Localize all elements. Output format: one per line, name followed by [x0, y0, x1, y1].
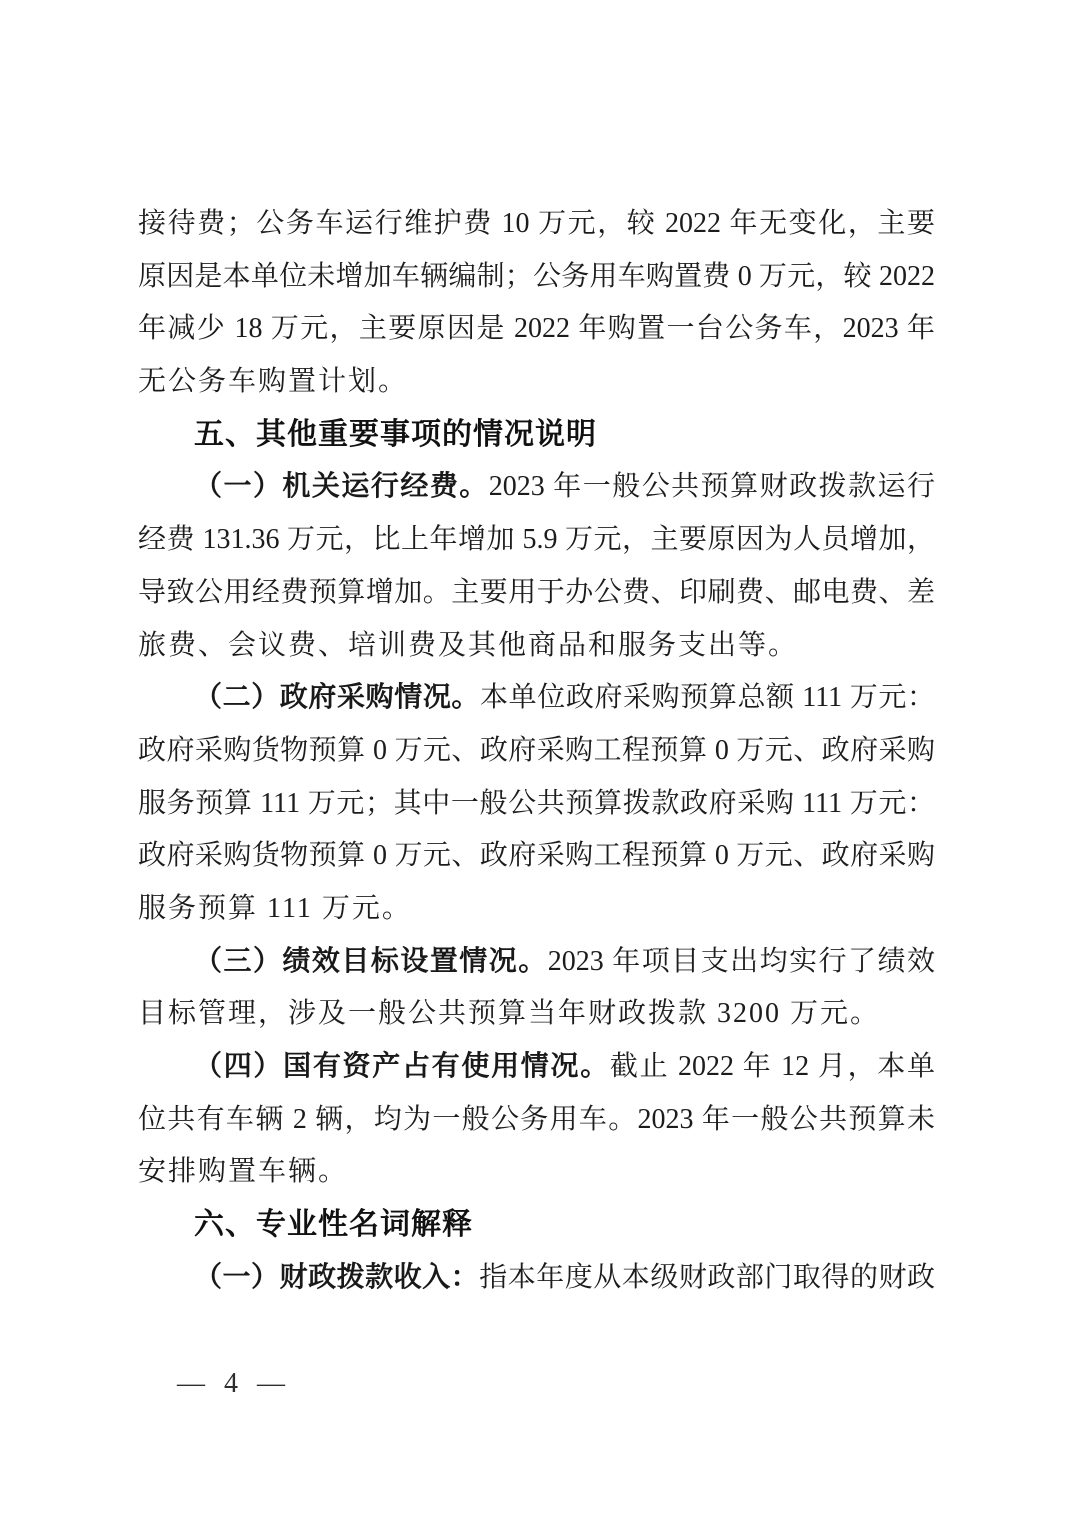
section-heading: 六、专业性名词解释	[194, 1208, 473, 1242]
text-line: 服务预算 111 万元；其中一般公共预算拨款政府采购 111 万元：	[138, 787, 935, 819]
text-line: （三）绩效目标设置情况。2023 年项目支出均实行了绩效	[194, 945, 935, 977]
text-line: 原因是本单位未增加车辆编制；公务用车购置费 0 万元，较 2022	[138, 260, 935, 292]
text-line: 政府采购货物预算 0 万元、政府采购工程预算 0 万元、政府采购	[138, 734, 935, 766]
text-line: 导致公用经费预算增加。主要用于办公费、印刷费、邮电费、差	[138, 576, 935, 608]
paragraph-lead: （三）绩效目标设置情况。	[194, 945, 548, 977]
text-line: 无公务车购置计划。	[138, 366, 409, 398]
text-line: （一）机关运行经费。2023 年一般公共预算财政拨款运行	[194, 471, 935, 503]
paragraph-lead: （二）政府采购情况。	[194, 682, 481, 714]
text-line: 安排购置车辆。	[138, 1156, 349, 1188]
page-number: — 4 —	[177, 1368, 287, 1399]
paragraph-lead: （一）机关运行经费。	[194, 471, 489, 503]
text-line: 年减少 18 万元，主要原因是 2022 年购置一台公务车，2023 年	[138, 313, 935, 345]
section-heading: 五、其他重要事项的情况说明	[194, 417, 597, 451]
text-line: 位共有车辆 2 辆，均为一般公务用车。2023 年一般公共预算未	[138, 1103, 935, 1135]
text-line: 旅费、会议费、培训费及其他商品和服务支出等。	[138, 629, 799, 661]
document-text	[138, 198, 935, 1304]
paragraph-lead: （一）财政拨款收入：	[194, 1261, 480, 1293]
text-line: （四）国有资产占有使用情况。截止 2022 年 12 月，本单	[194, 1051, 935, 1082]
text-line: 目标管理，涉及一般公共预算当年财政拨款 3200 万元。	[138, 998, 881, 1030]
text-line: （二）政府采购情况。本单位政府采购预算总额 111 万元：	[194, 682, 935, 714]
text-line: 服务预算 111 万元。	[138, 892, 412, 924]
text-line: （一）财政拨款收入：指本年度从本级财政部门取得的财政	[194, 1261, 935, 1293]
text-line: 经费 131.36 万元，比上年增加 5.9 万元，主要原因为人员增加，	[138, 524, 935, 556]
text-line: 接待费；公务车运行维护费 10 万元，较 2022 年无变化，主要	[138, 208, 935, 239]
paragraph-lead: （四）国有资产占有使用情况。	[194, 1051, 610, 1082]
text-line: 政府采购货物预算 0 万元、政府采购工程预算 0 万元、政府采购	[138, 840, 935, 872]
